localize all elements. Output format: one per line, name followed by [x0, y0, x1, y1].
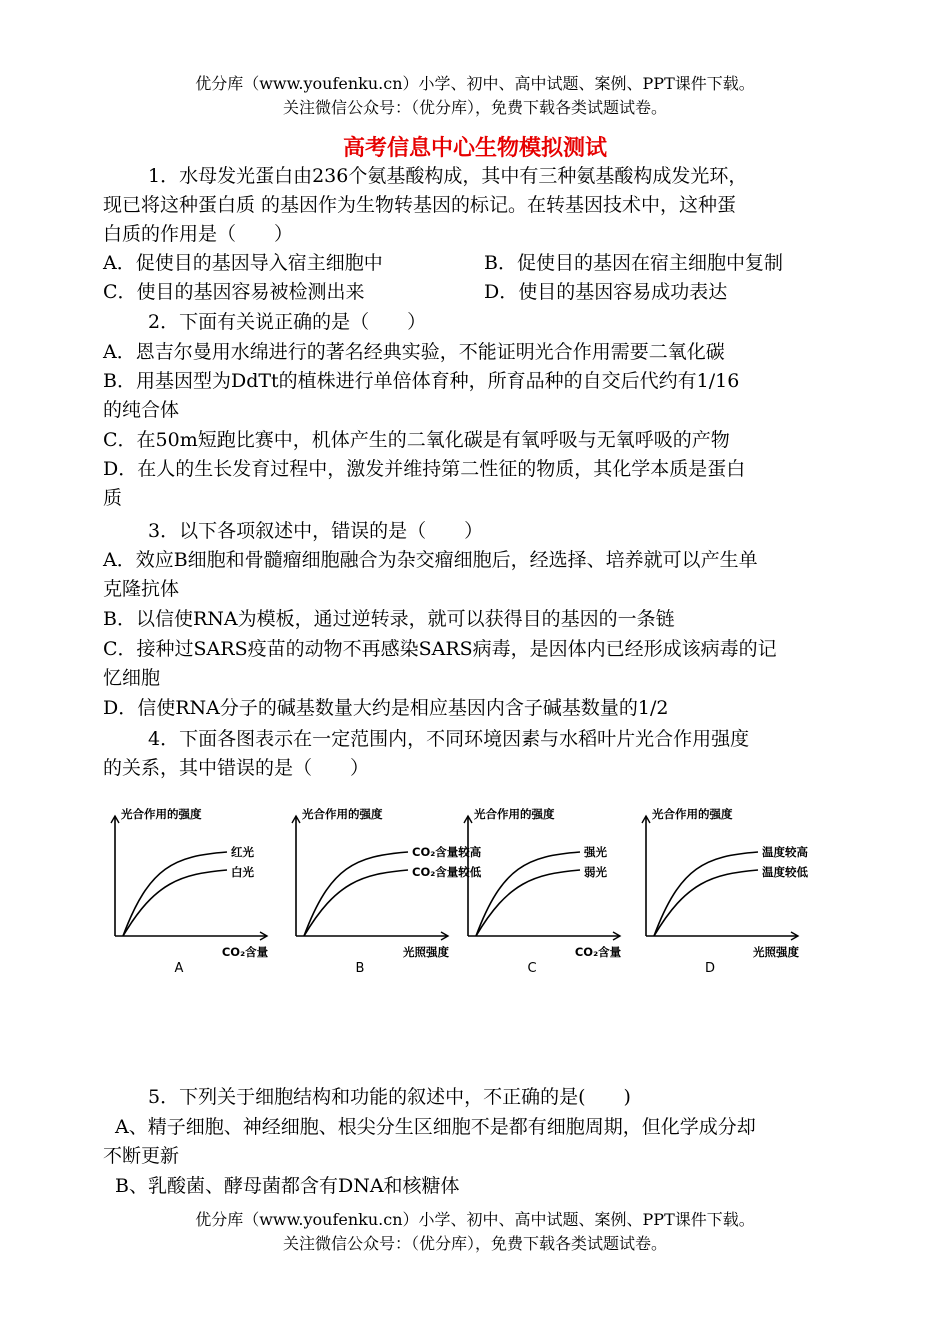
chart-a-ylabel: 光合作用的强度 [121, 807, 202, 821]
chart-b-series-lower-label: CO₂含量较低 [412, 865, 482, 879]
chart-d-ylabel: 光合作用的强度 [652, 807, 733, 821]
q3-stem: 3．以下各项叙述中，错误的是（ ） [148, 520, 484, 542]
q1-option-a: A．促使目的基因导入宿主细胞中 [103, 252, 383, 274]
chart-d-curve-upper [654, 852, 758, 936]
q4-figures [103, 798, 845, 988]
footer-line-1: 优分库（www.youfenku.cn）小学、初中、高中试题、案例、PPT课件下载。 [195, 1210, 755, 1229]
chart-b-curve-upper [304, 852, 408, 936]
q4-stem-line-1: 4．下面各图表示在一定范围内，不同环境因素与水稻叶片光合作用强度 [148, 728, 750, 750]
header-line-2: 关注微信公众号：（优分库），免费下载各类试题试卷。 [282, 98, 667, 117]
q1-stem-line-1: 1．水母发光蛋白由236个氨基酸构成，其中有三种氨基酸构成发光环， [148, 165, 748, 187]
q2-option-d-line-1: D．在人的生长发育过程中，激发并维持第二性征的物质，其化学本质是蛋白 [103, 458, 746, 480]
q1-stem-line-2: 现已将这种蛋白质 的基因作为生物转基因的标记。在转基因技术中，这种蛋 [103, 194, 737, 216]
q5-option-b: B、乳酸菌、酵母菌都含有DNA和核糖体 [115, 1175, 460, 1197]
q5-option-a-line-1: A、精子细胞、神经细胞、根尖分生区细胞不是都有细胞周期，但化学成分却 [115, 1116, 756, 1138]
chart-c-curve-upper [476, 852, 580, 936]
chart-a-series-lower-label: 白光 [231, 865, 254, 879]
q2-option-b-line-1: B．用基因型为DdTt的植株进行单倍体育种，所育品种的自交后代约有1/16 [103, 370, 740, 392]
q1-option-d: D．使目的基因容易成功表达 [484, 281, 728, 303]
chart-b-xlabel: 光照强度 [403, 945, 449, 959]
page-title: 高考信息中心生物模拟测试 [342, 136, 607, 161]
chart-a-letter: A [174, 961, 184, 976]
q4-stem-line-2: 的关系，其中错误的是（ ） [103, 757, 370, 779]
q3-option-c-line-2: 忆细胞 [103, 667, 161, 689]
q3-option-c-line-1: C．接种过SARS疫苗的动物不再感染SARS病毒，是因体内已经形成该病毒的记 [103, 638, 777, 660]
q2-option-d-line-2: 质 [103, 487, 123, 509]
chart-b-series-upper-label: CO₂含量较高 [412, 845, 482, 859]
chart-d-series-upper-label: 温度较高 [762, 845, 808, 859]
q2-option-c: C．在50m短跑比赛中，机体产生的二氧化碳是有氧呼吸与无氧呼吸的产物 [103, 429, 730, 451]
q3-option-d: D．信使RNA分子的碱基数量大约是相应基因内含子碱基数量的1/2 [103, 697, 669, 719]
q3-option-a-line-2: 克隆抗体 [103, 578, 180, 600]
q1-option-c: C．使目的基因容易被检测出来 [103, 281, 365, 303]
q3-option-b: B．以信使RNA为模板，通过逆转录，就可以获得目的基因的一条链 [103, 608, 675, 630]
footer-line-2: 关注微信公众号：（优分库），免费下载各类试题试卷。 [282, 1234, 667, 1253]
chart-c-xlabel: CO₂含量 [574, 945, 622, 959]
chart-b-letter: B [355, 961, 365, 976]
q5-stem: 5．下列关于细胞结构和功能的叙述中，不正确的是( ) [148, 1086, 631, 1108]
q1-option-b: B．促使目的基因在宿主细胞中复制 [484, 252, 783, 274]
q3-option-a-line-1: A．效应B细胞和骨髓瘤细胞融合为杂交瘤细胞后，经选择、培养就可以产生单 [103, 549, 758, 571]
chart-b-ylabel: 光合作用的强度 [302, 807, 383, 821]
chart-c-ylabel: 光合作用的强度 [474, 807, 555, 821]
q5-option-a-line-2: 不断更新 [103, 1145, 180, 1167]
chart-a-curve-upper [123, 852, 227, 936]
chart-a-xlabel: CO₂含量 [221, 945, 269, 959]
q1-stem-line-3: 白质的作用是（ ） [103, 223, 294, 245]
chart-d-letter: D [704, 961, 716, 976]
q2-stem: 2．下面有关说正确的是（ ） [148, 311, 427, 333]
chart-c-series-upper-label: 强光 [584, 845, 607, 859]
q2-option-a: A．恩吉尔曼用水绵进行的著名经典实验，不能证明光合作用需要二氧化碳 [103, 341, 725, 363]
chart-d-xlabel: 光照强度 [753, 945, 799, 959]
header-line-1: 优分库（www.youfenku.cn）小学、初中、高中试题、案例、PPT课件下载。 [195, 74, 755, 93]
chart-a-series-upper-label: 红光 [231, 845, 254, 859]
q2-option-b-line-2: 的纯合体 [103, 399, 180, 421]
chart-c-letter: C [527, 961, 537, 976]
chart-d-series-lower-label: 温度较低 [762, 865, 808, 879]
chart-c-series-lower-label: 弱光 [584, 865, 607, 879]
q4-figures-svg [103, 798, 845, 988]
